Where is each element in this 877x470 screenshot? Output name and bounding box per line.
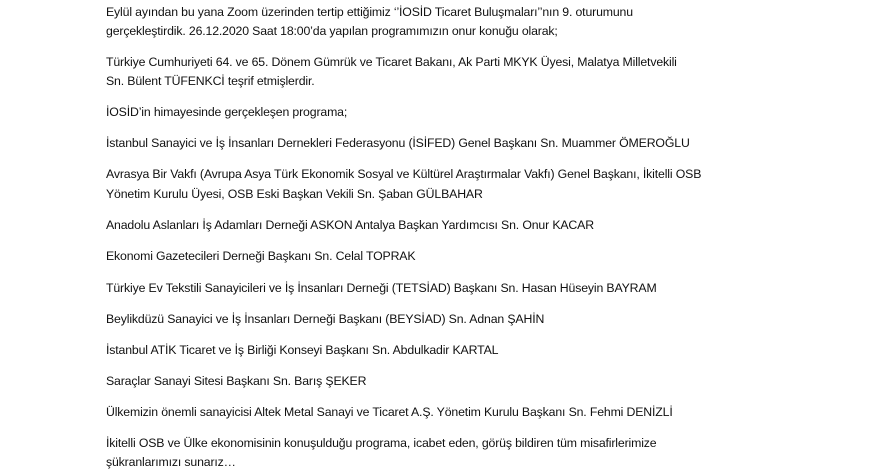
program-intro: İOSİD’in himayesinde gerçekleşen programa; (106, 105, 348, 119)
attendee-avrasya-line-2: Yönetim Kurulu Üyesi, OSB Eski Başkan Vekili Sn. Şaban GÜLBAHAR (106, 187, 483, 201)
closing-line-1: İkitelli OSB ve Ülke ekonomisinin konuşulduğu programa, icabet eden, görüş bildiren tüm misafirlerimize (106, 436, 657, 450)
attendee-tetsiad: Türkiye Ev Tekstili Sanayicileri ve İş İnsanları Derneği (TETSİAD) Başkanı Sn. Hasan Hüseyin BAYRAM (106, 281, 657, 295)
attendee-askon: Anadolu Aslanları İş Adamları Derneği ASKON Antalya Başkan Yardımcısı Sn. Onur KACAR (106, 218, 594, 232)
guest-of-honor-line-1: Türkiye Cumhuriyeti 64. ve 65. Dönem Gümrük ve Ticaret Bakanı, Ak Parti MKYK Üyesi, Malatya Milletvekili (106, 55, 677, 69)
attendee-isifed: İstanbul Sanayici ve İş İnsanları Dernekleri Federasyonu (İSİFED) Genel Başkanı Sn. Muammer ÖMEROĞLU (106, 136, 690, 150)
intro-line-2: gerçekleştirdik. 26.12.2020 Saat 18:00’da yapılan programımızın onur konuğu olarak; (106, 24, 558, 38)
attendee-ekonomi-gazetecileri: Ekonomi Gazetecileri Derneği Başkanı Sn. Celal TOPRAK (106, 249, 416, 263)
closing-line-2: şükranlarımızı sunarız… (106, 455, 236, 469)
attendee-saraclar: Saraçlar Sanayi Sitesi Başkanı Sn. Barış ŞEKER (106, 374, 367, 388)
intro-line-1: Eylül ayından bu yana Zoom üzerinden tertip ettiğimiz ‘’İOSİD Ticaret Buluşmaları’’nın 9. oturumunu (106, 5, 633, 19)
guest-of-honor-line-2: Sn. Bülent TÜFENKCİ teşrif etmişlerdir. (106, 74, 315, 88)
attendee-avrasya-line-1: Avrasya Bir Vakfı (Avrupa Asya Türk Ekonomik Sosyal ve Kültürel Araştırmalar Vakfı) Genel Başkanı, İkitelli OSB (106, 167, 702, 181)
attendee-altek: Ülkemizin önemli sanayicisi Altek Metal Sanayi ve Ticaret A.Ş. Yönetim Kurulu Başkanı Sn. Fehmi DENİZLİ (106, 405, 673, 419)
attendee-atik: İstanbul ATİK Ticaret ve İş Birliği Konseyi Başkanı Sn. Abdulkadir KARTAL (106, 343, 499, 357)
attendee-beysiad: Beylikdüzü Sanayici ve İş İnsanları Derneği Başkanı (BEYSİAD) Sn. Adnan ŞAHİN (106, 312, 545, 326)
